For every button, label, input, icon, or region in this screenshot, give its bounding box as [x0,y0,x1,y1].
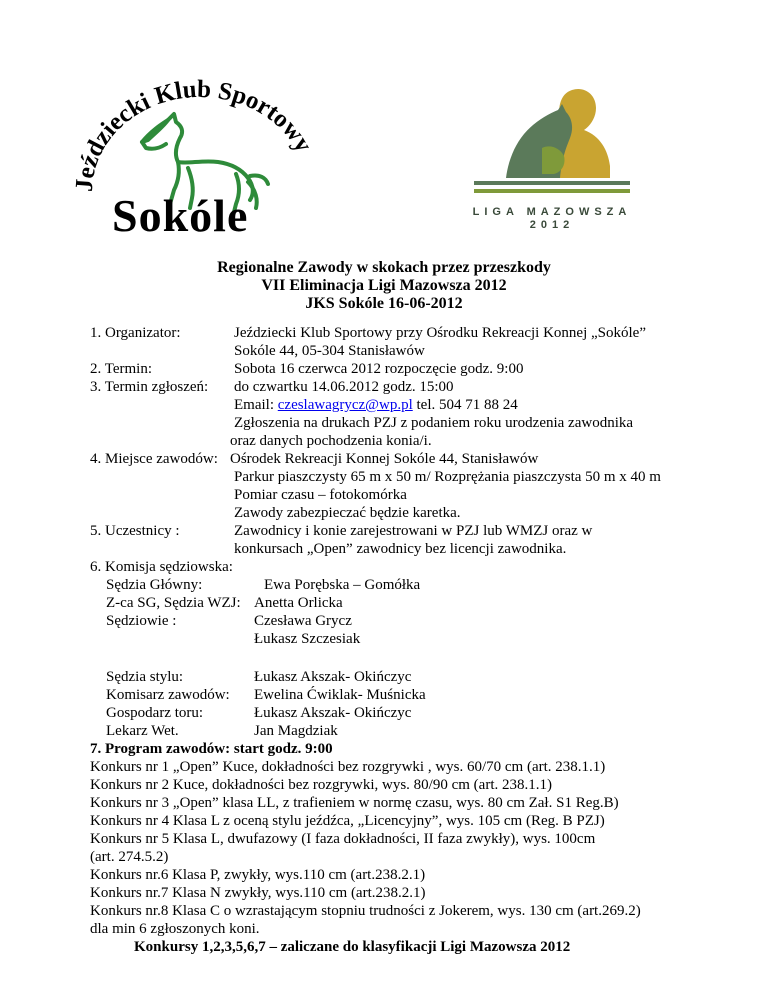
doc-subtitle: VII Eliminacja Ligi Mazowsza 2012 [261,277,507,294]
sedziowie-name-2: Łukasz Szczesiak [254,631,361,647]
zca-name: Anetta Orlicka [254,595,343,611]
zgloszen-note-2: oraz danych pochodzenia konia/i. [230,433,432,449]
konkurs-8-note: dla min 6 zgłoszonych koni. [90,921,260,937]
organizer-label: 1. Organizator: [90,325,181,341]
zgloszen-label: 3. Termin zgłoszeń: [90,379,209,395]
miejsce-label: 4. Miejsce zawodów: [90,451,218,467]
miejsce-timing: Pomiar czasu – fotokomórka [234,487,407,503]
uczestnicy-line1: Zawodnicy i konie zarejestrowani w PZJ lub WMZJ oraz w [234,523,593,539]
sedzia-glowny-label: Sędzia Główny: [106,577,203,593]
miejsce-parkur: Parkur piaszczysty 65 m x 50 m/ Rozprężania piaszczysta 50 m x 40 m [234,469,661,485]
organizer-address: Sokóle 44, 05-304 Stanisławów [234,343,425,359]
komisarz-label: Komisarz zawodów: [106,687,230,703]
phone-text: tel. 504 71 88 24 [412,397,518,413]
contact-line [234,397,518,414]
liga-stripe-1 [474,181,630,185]
gospodarz-name: Łukasz Akszak- Okińczyc [254,705,412,721]
email-link[interactable]: czeslawagrycz@wp.pl [277,397,413,413]
club-arc-text: Jeździecki Klub Sportowy [70,75,318,193]
konkurs-1: Konkurs nr 1 „Open” Kuce, dokładności bez rozgrywki , wys. 60/70 cm (art. 238.1.1) [90,759,606,775]
liga-stripe-2 [474,189,630,193]
styl-label: Sędzia stylu: [106,669,184,685]
komisarz-name: Ewelina Ćwiklak- Muśnicka [254,687,426,703]
konkurs-5: Konkurs nr 5 Klasa L, dwufazowy (I faza dokładności, II faza zwykły), wys. 100cm [90,831,596,847]
uczestnicy-label: 5. Uczestnicy : [90,523,180,539]
miejsce-ambulance: Zawody zabezpieczać będzie karetka. [234,505,461,521]
klasyfikacja-note: Konkursy 1,2,3,5,6,7 – zaliczane do klasyfikacji Ligi Mazowsza 2012 [134,939,571,955]
sedzia-glowny-name: Ewa Porębska – Gomółka [264,577,421,593]
uczestnicy-line2: konkursach „Open” zawodnicy bez licencji zawodnika. [234,541,567,557]
termin-value: Sobota 16 czerwca 2012 rozpoczęcie godz. 9:00 [234,361,524,377]
zgloszen-deadline: do czwartku 14.06.2012 godz. 15:00 [234,379,454,395]
liga-logo-line1: LIGA MAZOWSZA [472,206,632,218]
sedziowie-name-1: Czesława Grycz [254,613,352,629]
konkurs-4: Konkurs nr 4 Klasa L z oceną stylu jeźdźca, „Licencyjny”, wys. 105 cm (Reg. B PZJ) [90,813,605,829]
doc-title: Regionalne Zawody w skokach przez przeszkody [217,259,551,276]
sedziowie-label: Sędziowie : [106,613,177,629]
lekarz-label: Lekarz Wet. [106,723,179,739]
konkurs-2: Konkurs nr 2 Kuce, dokładności bez rozgrywki, wys. 80/90 cm (art. 238.1.1) [90,777,552,793]
konkurs-5-article: (art. 274.5.2) [90,849,169,865]
organizer-line: Jeździecki Klub Sportowy przy Ośrodku Rekreacji Konnej „Sokóle” [234,325,646,341]
liga-logo-line2: 2012 [529,219,575,231]
liga-logo-text [472,206,632,232]
komisja-label: 6. Komisja sędziowska: [90,559,233,575]
zgloszen-note: Zgłoszenia na drukach PZJ z podaniem roku urodzenia zawodnika [234,415,634,431]
miejsce-venue: Ośrodek Rekreacji Konnej Sokóle 44, Stanisławów [230,451,539,467]
doc-date-line: JKS Sokóle 16-06-2012 [305,295,463,312]
lekarz-name: Jan Magdziak [254,723,338,739]
konkurs-6: Konkurs nr.6 Klasa P, zwykły, wys.110 cm (art.238.2.1) [90,867,426,883]
konkurs-7: Konkurs nr.7 Klasa N zwykły, wys.110 cm (art.238.2.1) [90,885,426,901]
konkurs-8: Konkurs nr.8 Klasa C o wzrastającym stopniu trudności z Jokerem, wys. 130 cm (art.269.2) [90,903,641,919]
club-name-title: Sokóle [112,190,249,241]
zca-label: Z-ca SG, Sędzia WZJ: [106,595,241,611]
program-label: 7. Program zawodów: start godz. 9:00 [90,741,333,757]
email-prefix: Email: [234,397,278,413]
gospodarz-label: Gospodarz toru: [106,705,204,721]
styl-name: Łukasz Akszak- Okińczyc [254,669,412,685]
konkurs-3: Konkurs nr 3 „Open” klasa LL, z trafieniem w normę czasu, wys. 80 cm Zał. S1 Reg.B) [90,795,619,811]
termin-label: 2. Termin: [90,361,152,377]
